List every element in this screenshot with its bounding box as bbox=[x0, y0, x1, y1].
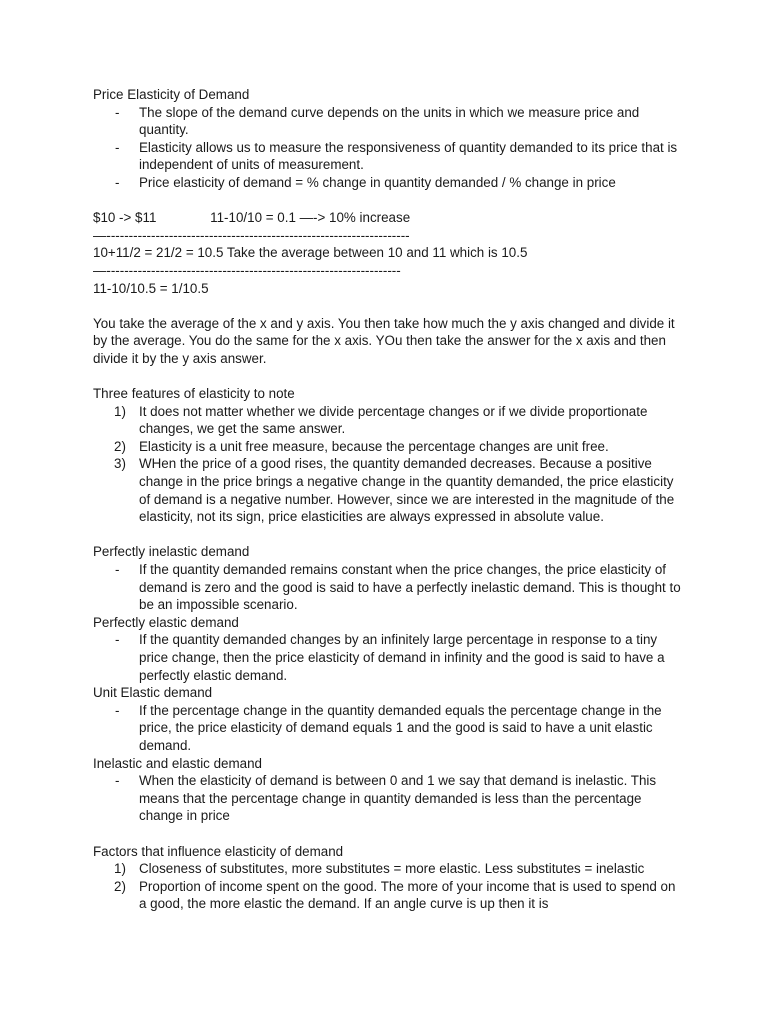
bullet-dash: - bbox=[115, 702, 120, 718]
list-number: 2) bbox=[114, 878, 126, 894]
section-heading: Inelastic and elastic demand bbox=[93, 755, 262, 771]
bullet-dash: - bbox=[115, 562, 120, 578]
list-item bbox=[93, 561, 683, 614]
list-item bbox=[93, 772, 683, 825]
document-body bbox=[93, 86, 683, 913]
calc-line-3: 11-10/10.5 = 1/10.5 bbox=[93, 280, 209, 296]
explanation-paragraph: You take the average of the x and y axis. You then take how much the y axis changed and divide it by the average. You do the same for the x axis. YOu then take the answer for the x axis and then divide it by the y axis answer. bbox=[93, 315, 675, 366]
list-item bbox=[93, 104, 683, 139]
bullet-dash: - bbox=[115, 773, 120, 789]
list-item-text: The slope of the demand curve depends on the units in which we measure price and quantity. bbox=[139, 104, 640, 138]
list-number: 3) bbox=[114, 456, 126, 472]
bullet-dash: - bbox=[115, 174, 120, 190]
list-item bbox=[93, 403, 683, 438]
list-item bbox=[93, 631, 683, 684]
intro-bullet-list bbox=[93, 104, 683, 192]
list-item-text: When the elasticity of demand is between 0 and 1 we say that demand is inelastic. This means that the percentage change in quantity demanded is less than the percentage change in price bbox=[139, 773, 657, 824]
section-heading: Perfectly elastic demand bbox=[93, 614, 239, 630]
spacer bbox=[93, 368, 683, 386]
calc-line-2: 10+11/2 = 21/2 = 10.5 Take the average between 10 and 11 which is 10.5 bbox=[93, 245, 528, 261]
spacer bbox=[93, 825, 683, 843]
list-item bbox=[93, 860, 683, 878]
list-item-text: If the percentage change in the quantity demanded equals the percentage change in the price, the price elasticity of demand equals 1 and the good is said to have a unit elastic demand. bbox=[139, 702, 662, 753]
list-item bbox=[93, 455, 683, 525]
list-number: 1) bbox=[114, 403, 126, 419]
spacer bbox=[93, 297, 683, 315]
page-title: Price Elasticity of Demand bbox=[93, 87, 250, 102]
calc-divider: —-------------------------------------------------------------------- bbox=[93, 227, 410, 243]
bullet-dash: - bbox=[115, 139, 120, 155]
list-item-text: Elasticity is a unit free measure, because the percentage changes are unit free. bbox=[139, 438, 609, 454]
section-heading: Unit Elastic demand bbox=[93, 685, 213, 701]
calc-percent-increase: 11-10/10 = 0.1 —-> 10% increase bbox=[210, 210, 411, 226]
list-item bbox=[93, 438, 683, 456]
calc-price-change: $10 -> $11 bbox=[93, 210, 157, 226]
factors-heading: Factors that influence elasticity of demand bbox=[93, 843, 344, 859]
factors-list bbox=[93, 860, 683, 913]
list-item-text: Proportion of income spent on the good. The more of your income that is used to spend on a good, the more elastic the demand. If an angle curve is up then it is bbox=[139, 878, 676, 912]
list-item-text: Closeness of substitutes, more substitutes = more elastic. Less substitutes = inelastic bbox=[139, 861, 645, 877]
list-item-text: If the quantity demanded remains constant when the price changes, the price elasticity of demand is zero and the good is said to have a perfectly inelastic demand. This is thought to be an impossible scenario. bbox=[139, 562, 681, 613]
list-item-text: Elasticity allows us to measure the responsiveness of quantity demanded to its price that is independent of units of measurement. bbox=[139, 139, 678, 173]
features-list bbox=[93, 403, 683, 526]
list-item-text: Price elasticity of demand = % change in quantity demanded / % change in price bbox=[139, 174, 616, 190]
spacer bbox=[93, 192, 683, 210]
spacer bbox=[93, 526, 683, 544]
section-heading: Perfectly inelastic demand bbox=[93, 544, 250, 560]
list-number: 1) bbox=[114, 861, 126, 877]
list-item-text: It does not matter whether we divide percentage changes or if we divide proportionate changes, we get the same answer. bbox=[139, 403, 648, 437]
bullet-dash: - bbox=[115, 104, 120, 120]
calc-divider: —------------------------------------------------------------------ bbox=[93, 262, 401, 278]
features-heading: Three features of elasticity to note bbox=[93, 386, 295, 402]
list-item-text: If the quantity demanded changes by an infinitely large percentage in response to a tiny price change, then the price elasticity of demand in infinity and the good is said to have a perfectly elastic demand. bbox=[139, 632, 665, 683]
demand-types-section bbox=[93, 543, 683, 825]
list-item bbox=[93, 878, 683, 913]
list-item bbox=[93, 174, 683, 192]
list-item-text: WHen the price of a good rises, the quantity demanded decreases. Because a positive change in the price brings a negative change in the quantity demanded, the price elasticity of demand is a negative number. However, since we are interested in the magnitude of the elasticity, not its sign, price elasticities are always expressed in absolute value. bbox=[139, 456, 675, 525]
list-number: 2) bbox=[114, 438, 126, 454]
bullet-dash: - bbox=[115, 632, 120, 648]
list-item bbox=[93, 702, 683, 755]
list-item bbox=[93, 139, 683, 174]
calc-line-1 bbox=[93, 209, 683, 227]
